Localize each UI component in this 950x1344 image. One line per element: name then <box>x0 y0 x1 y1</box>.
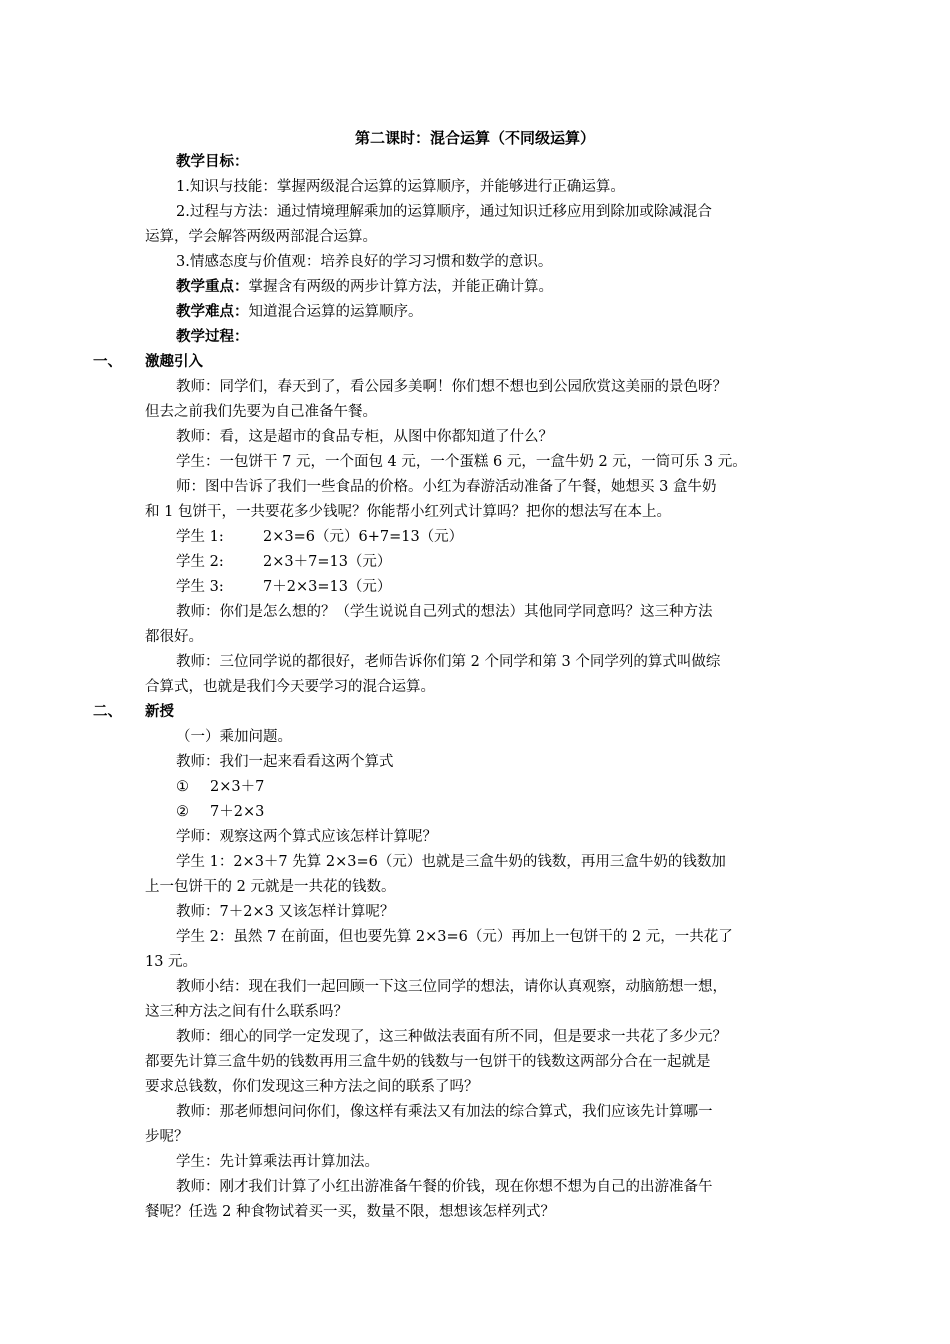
s1-paragraph-5-line-1: 教师：你们是怎么想的？（学生说说自己列式的想法）其他同学同意吗？这三种方法 <box>176 604 713 620</box>
s1-paragraph-3: 学生：一包饼干 7 元，一个面包 4 元，一个蛋糕 6 元，一盒牛奶 2 元，一筒可乐 3 元。 <box>176 454 747 470</box>
s2-line-8b: 步呢？ <box>145 1129 189 1145</box>
section-2-title: 新授 <box>145 703 174 720</box>
s2-line-10a: 教师：刚才我们计算了小红出游准备午餐的价钱，现在你想不想为自己的出游准备午 <box>176 1179 713 1195</box>
s1-paragraph-5-line-2: 都很好。 <box>145 629 203 645</box>
s1-paragraph-6-line-1: 教师：三位同学说的都很好，老师告诉你们第 2 个同学和第 3 个同学列的算式叫做综 <box>176 654 721 670</box>
s2-line-10b: 餐呢？任选 2 种食物试着买一买，数量不限，想想该怎样列式？ <box>145 1204 555 1220</box>
objective-2-line-2: 运算，学会解答两级两部混合运算。 <box>145 229 377 245</box>
process-heading: 教学过程： <box>176 328 249 345</box>
difficulty <box>176 302 423 322</box>
student-3-label: 学生 3: <box>176 579 224 595</box>
s1-paragraph-1-line-1: 教师：同学们，春天到了，看公园多美啊！你们想不想也到公园欣赏这美丽的景色呀？ <box>176 379 727 395</box>
page-title: 第二课时：混合运算（不同级运算） <box>354 129 595 147</box>
s2-line-6b: 这三种方法之间有什么联系吗？ <box>145 1004 348 1020</box>
objective-2-line-1: 2.过程与方法：通过情境理解乘加的运算顺序，通过知识迁移应用到除加或除减混合 <box>176 204 712 220</box>
section-2-number: 二、 <box>93 703 122 720</box>
objective-3: 3.情感态度与价值观：培养良好的学习习惯和数学的意识。 <box>176 254 553 270</box>
s1-paragraph-2: 教师：看，这是超市的食品专柜，从图中你都知道了什么？ <box>176 429 553 445</box>
formula-1-expression: 2×3＋7 <box>210 779 265 795</box>
student-3-answer <box>176 577 391 597</box>
key-point-label: 教学重点： <box>176 278 249 295</box>
formula-2-expression: 7＋2×3 <box>210 804 265 820</box>
s2-line-8a: 教师：那老师想问问你们，像这样有乘法又有加法的综合算式，我们应该先计算哪一 <box>176 1104 713 1120</box>
s2-line-7c: 要求总钱数，你们发现这三种方法之间的联系了吗？ <box>145 1079 479 1095</box>
difficulty-text: 知道混合运算的运算顺序。 <box>248 304 423 320</box>
s2-line-3b: 上一包饼干的 2 元就是一共花的钱数。 <box>145 879 396 895</box>
s2-line-6a: 教师小结：现在我们一起回顾一下这三位同学的想法，请你认真观察，动脑筋想一想， <box>176 979 727 995</box>
formula-1-marker: ① <box>176 779 189 795</box>
s2-line-2: 学师：观察这两个算式应该怎样计算呢？ <box>176 829 437 845</box>
s2-line-5a: 学生 2：虽然 7 在前面，但也要先算 2×3=6（元）再加上一包饼干的 2 元，一共花了 <box>176 929 733 945</box>
key-point-text: 掌握含有两级的两步计算方法，并能正确计算。 <box>248 279 553 295</box>
student-3-expression: 7＋2×3=13（元） <box>263 579 392 595</box>
difficulty-label: 教学难点： <box>176 303 249 320</box>
formula-1 <box>176 777 264 797</box>
student-2-answer <box>176 552 391 572</box>
key-point <box>176 277 553 297</box>
s2-line-1: 教师：我们一起来看看这两个算式 <box>176 754 394 770</box>
formula-2-marker: ② <box>176 804 189 820</box>
objective-1: 1.知识与技能：掌握两级混合运算的运算顺序，并能够进行正确运算。 <box>176 179 625 195</box>
s2-line-4: 教师：7＋2×3 又该怎样计算呢？ <box>176 904 395 920</box>
s1-paragraph-1-line-2: 但去之前我们先要为自己准备午餐。 <box>145 404 377 420</box>
student-2-label: 学生 2: <box>176 554 224 570</box>
subsection-1-title: （一）乘加问题。 <box>176 729 292 745</box>
s1-paragraph-6-line-2: 合算式，也就是我们今天要学习的混合运算。 <box>145 679 435 695</box>
student-1-answer <box>176 527 463 547</box>
section-1-number: 一、 <box>93 353 122 370</box>
objectives-heading: 教学目标： <box>176 153 249 170</box>
s1-paragraph-4-line-1: 师：图中告诉了我们一些食品的价格。小红为春游活动准备了午餐，她想买 3 盒牛奶 <box>176 479 717 495</box>
s2-line-7b: 都要先计算三盒牛奶的钱数再用三盒牛奶的钱数与一包饼干的钱数这两部分合在一起就是 <box>145 1054 711 1070</box>
s2-line-9: 学生：先计算乘法再计算加法。 <box>176 1154 379 1170</box>
student-2-expression: 2×3＋7=13（元） <box>263 554 392 570</box>
formula-2 <box>176 802 264 822</box>
s2-line-3a: 学生 1：2×3＋7 先算 2×3=6（元）也就是三盒牛奶的钱数，再用三盒牛奶的钱数加 <box>176 854 726 870</box>
s2-line-7a: 教师：细心的同学一定发现了，这三种做法表面有所不同，但是要求一共花了多少元？ <box>176 1029 727 1045</box>
student-1-label: 学生 1: <box>176 529 224 545</box>
student-1-expression: 2×3=6（元）6+7=13（元） <box>263 529 464 545</box>
s1-paragraph-4-line-2: 和 1 包饼干，一共要花多少钱呢？你能帮小红列式计算吗？把你的想法写在本上。 <box>145 504 671 520</box>
section-1-title: 激趣引入 <box>145 353 203 370</box>
s2-line-5b: 13 元。 <box>145 954 198 970</box>
